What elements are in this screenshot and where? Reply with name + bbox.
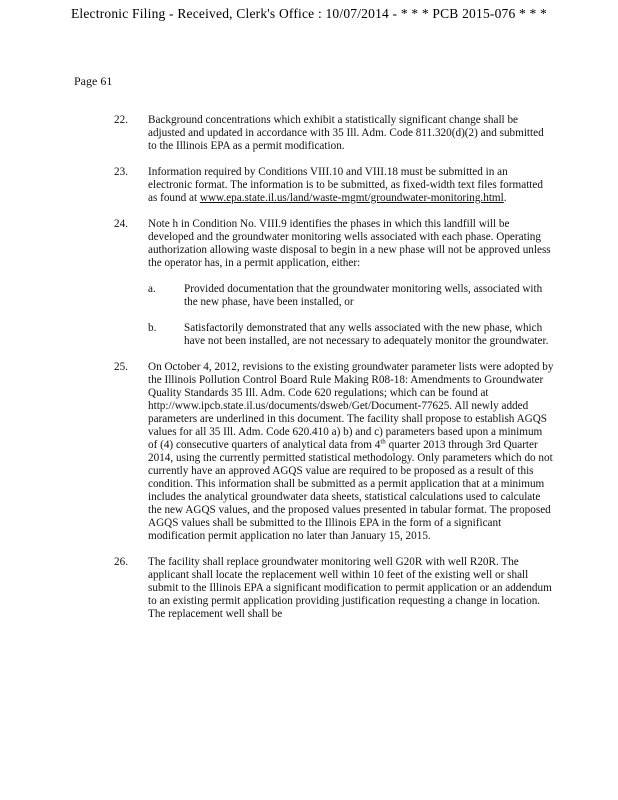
condition-22	[114, 114, 554, 153]
condition-text	[148, 166, 554, 205]
condition-text-part: quarter 2013 through 3rd Quarter 2014, using the currently permitted statistical methodology. Only parameters which do not currently have an approved AGQS value are required to be proposed as a result of this condition. This information shall be submitted as a permit application that at a minimum includes the analytical groundwater data sheets, statistical calculations used to calculate the new AGQS values, and the proposed values presented in tabular format. The proposed AGQS values shall be submitted to the Illinois EPA in the form of a significant modification permit application no later than January 15, 2015.	[148, 439, 553, 542]
sub-item-a	[148, 283, 554, 309]
conditions-list	[114, 114, 554, 634]
ordinal-suffix: th	[380, 437, 386, 446]
groundwater-monitoring-link[interactable]: www.epa.state.il.us/land/waste-mgmt/groundwater-monitoring.html	[199, 192, 504, 204]
sub-item-text: Provided documentation that the groundwater monitoring wells, associated with the new phase, have been installed, or	[184, 283, 543, 308]
condition-number: 25.	[114, 361, 128, 373]
condition-number: 22.	[114, 114, 128, 126]
condition-text-part: .	[503, 192, 507, 204]
condition-number: 24.	[114, 218, 128, 230]
condition-26	[114, 556, 554, 621]
sub-item-letter: b.	[148, 322, 157, 334]
condition-text	[148, 361, 554, 543]
sub-item-letter: a.	[148, 283, 156, 295]
condition-25	[114, 361, 554, 543]
condition-number: 26.	[114, 556, 128, 568]
condition-text-part: Information required by Conditions VIII.10 and VIII.18 must be submitted in an electronic format. The information is to be submitted, as fixed-width text files formatted as found at	[148, 166, 543, 204]
condition-24	[114, 218, 554, 348]
condition-text: The facility shall replace groundwater monitoring well G20R with well R20R. The applicant shall locate the replacement well within 10 feet of the existing well or shall submit to the Illinois EPA a significant modification to permit application or an addendum to an existing permit application providing justification requesting a change in location. The replacement well shall be	[148, 556, 552, 620]
condition-text: Background concentrations which exhibit a statistically significant change shall be adjusted and updated in accordance with 35 Ill. Adm. Code 811.320(d)(2) and submitted to the Illinois EPA as a permit modification.	[148, 114, 544, 152]
sub-item-b	[148, 322, 554, 348]
condition-23	[114, 166, 554, 205]
condition-text: Note h in Condition No. VIII.9 identifies the phases in which this landfill will be developed and the groundwater monitoring wells associated with each phase. Operating authorization allowing waste disposal to begin in a new phase will not be approved unless the operator has, in a permit application, either:	[148, 218, 551, 269]
condition-number: 23.	[114, 166, 128, 178]
page-number: Page 61	[74, 74, 113, 88]
sub-item-text: Satisfactorily demonstrated that any wells associated with the new phase, which have not been installed, are not necessary to adequately monitor the groundwater.	[184, 322, 549, 347]
filing-header: Electronic Filing - Received, Clerk's Office : 10/07/2014 - * * * PCB 2015-076 * * *	[70, 6, 548, 21]
condition-text-part: On October 4, 2012, revisions to the existing groundwater parameter lists were adopted by the Illinois Pollution Control Board Rule Making R08-18: Amendments to Groundwater Quality Standards 35 Ill. Adm. Code 620 regulations; which can be found at http://www.ipcb.state.il.us/documents/dsweb/Get/Document-77625. All newly added parameters are underlined in this document. The facility shall propose to establish AGQS values for all 35 Ill. Adm. Code 620.410 a) b) and c) parameters based upon a minimum of (4) consecutive quarters of analytical data from 4	[148, 361, 554, 451]
